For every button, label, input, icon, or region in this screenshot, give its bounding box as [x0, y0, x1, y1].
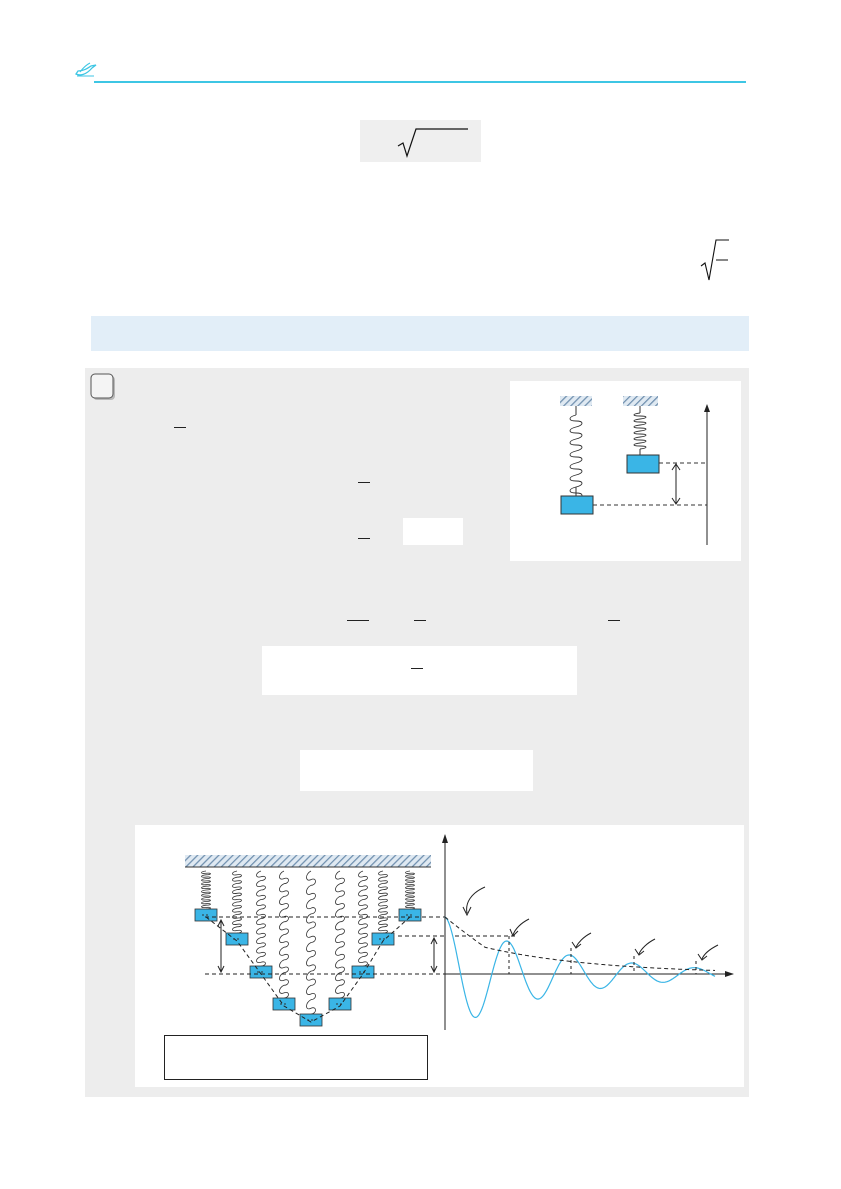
fraction-bar: [174, 427, 186, 428]
spring-coil: [406, 871, 415, 909]
damped-wave: [445, 917, 715, 1017]
result-box: [300, 750, 533, 791]
hatched-ceiling-icon: [623, 396, 658, 406]
spring-coil: [336, 871, 345, 998]
header-rule: [94, 81, 746, 83]
fraction-bar: [608, 620, 620, 621]
figure-caption-box: [164, 1035, 428, 1080]
spring-coil: [359, 871, 368, 966]
spring-figure: [510, 381, 741, 561]
spring-coil: [233, 871, 242, 933]
hatched-ceiling-icon: [185, 855, 431, 867]
spring-coil: [280, 871, 289, 998]
formula-box: [360, 120, 481, 162]
fraction-bar: [358, 482, 370, 483]
equation-box: [262, 646, 577, 695]
envelope-curve: [445, 917, 715, 971]
curved-arrow-icon: [463, 887, 718, 960]
rounded-square-icon: [89, 372, 117, 402]
hatched-ceiling-icon: [560, 396, 592, 406]
spring-coil: [379, 871, 388, 933]
spring-series: [195, 871, 421, 1026]
fraction-bar: [347, 620, 369, 621]
square-root-icon: [360, 120, 481, 162]
spring-coil: [307, 871, 316, 1014]
fraction-bar: [411, 668, 423, 669]
spring-coil: [202, 871, 211, 909]
fraction-bar: [358, 538, 370, 539]
bird-icon: [74, 60, 98, 80]
spring-coil: [257, 871, 266, 966]
square-root-icon: [699, 236, 729, 282]
section-band: [91, 316, 749, 351]
fraction-bar: [414, 620, 426, 621]
answer-box: [403, 518, 463, 545]
